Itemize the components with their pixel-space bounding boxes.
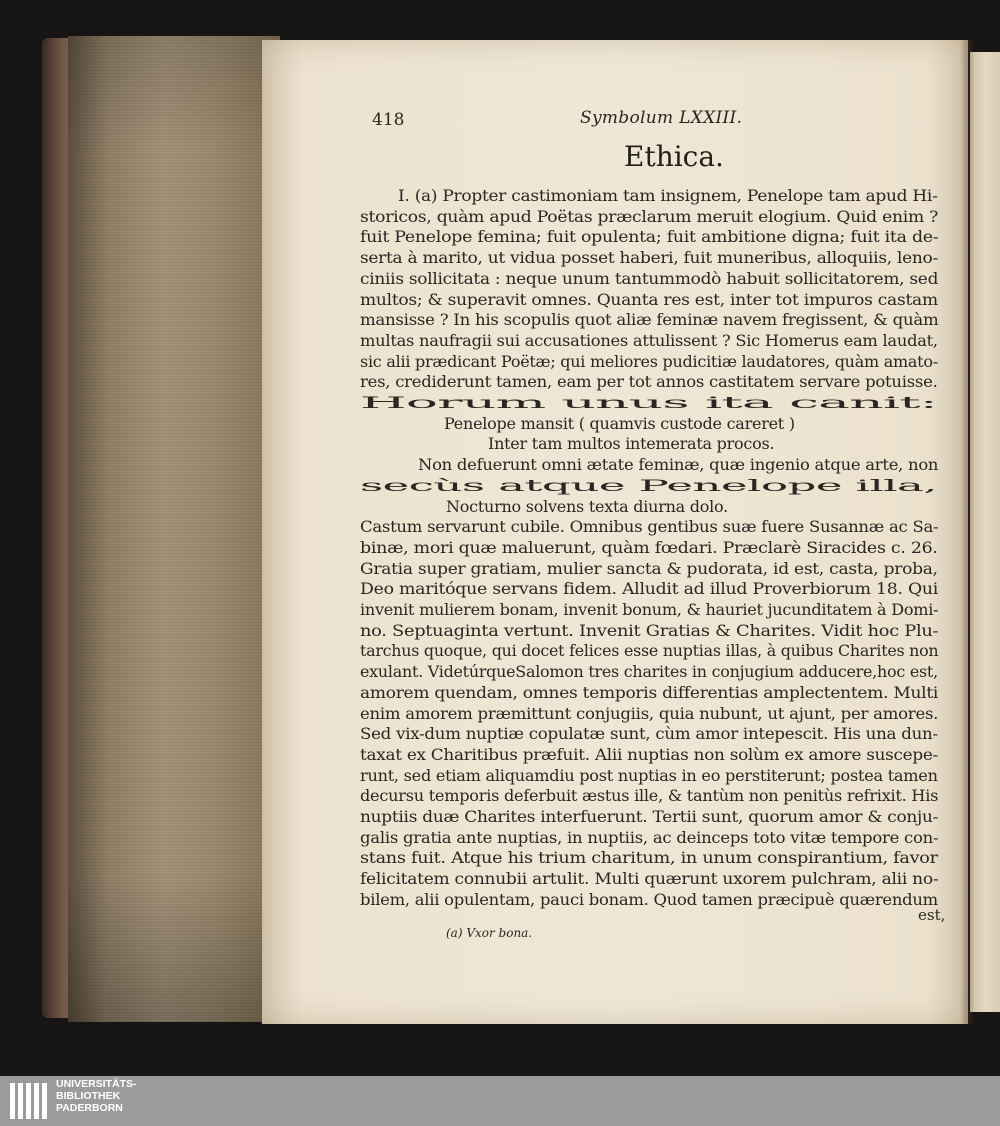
text-line: ciniis sollicitata : neque unum tantummodò habuit sollicitatorem, sed bbox=[360, 269, 939, 288]
text-line: Deo maritóque servans fidem. Alludit ad illud Proverbiorum 18. Qui bbox=[360, 579, 939, 598]
catchword: est, bbox=[918, 906, 946, 924]
text-line: bilem, alii opulentam, pauci bonam. Quod tamen præcipuè quærendum bbox=[360, 890, 938, 909]
text-line: invenit mulierem bonam, invenit bonum, & hauriet jucunditatem à Domi- bbox=[360, 600, 939, 619]
text-line: binæ, mori quæ maluerunt, quàm fœdari. Præclarè Siracides c. 26. bbox=[360, 538, 938, 557]
facing-page-edge bbox=[970, 52, 1000, 1012]
text-line: Horum unus ita canit: bbox=[360, 393, 937, 412]
text-line: Penelope mansit ( quamvis custode careret ) bbox=[444, 414, 795, 433]
text-line: fuit Penelope femina; fuit opulenta; fuit ambitione digna; fuit ita de- bbox=[360, 227, 939, 246]
footnote: (a) Vxor bona. bbox=[446, 926, 533, 940]
text-line: no. Septuaginta vertunt. Invenit Gratias & Charites. Vidit hoc Plu- bbox=[360, 621, 939, 640]
text-line: taxat ex Charitibus præfuit. Alii nuptias non solùm ex amore suscepe- bbox=[360, 745, 938, 764]
text-line: multos; & superavit omnes. Quanta res est, inter tot impuros castam bbox=[360, 290, 938, 309]
text-line: Gratia super gratiam, mulier sancta & pudorata, id est, casta, proba, bbox=[360, 559, 938, 578]
text-line: secùs atque Penelope illa, bbox=[360, 476, 937, 495]
text-line: Non defuerunt omni ætate feminæ, quæ ingenio atque arte, non bbox=[418, 455, 939, 474]
text-line: Inter tam multos intemerata procos. bbox=[488, 434, 775, 453]
library-name-line: PADERBORN bbox=[56, 1102, 123, 1114]
text-line: stans fuit. Atque his trium charitum, in unum conspirantium, favor bbox=[360, 848, 938, 867]
text-line: amorem quendam, omnes temporis differentias amplectentem. Multi bbox=[360, 683, 939, 702]
text-line: felicitatem connubii artulit. Multi quærunt uxorem pulchram, alii no- bbox=[360, 869, 939, 888]
text-line: nuptiis duæ Charites interfuerunt. Tertii sunt, quorum amor & conju- bbox=[360, 807, 939, 826]
text-line: Castum servarunt cubile. Omnibus gentibus suæ fuere Susannæ ac Sa- bbox=[360, 517, 939, 536]
text-line: storicos, quàm apud Poëtas præclarum meruit elogium. Quid enim ? bbox=[360, 207, 939, 226]
running-head: Symbolum LXXIII. bbox=[580, 108, 743, 128]
text-line: multas naufragii sui accusationes attulissent ? Sic Homerus eam laudat, bbox=[360, 331, 938, 350]
library-logo-icon bbox=[10, 1083, 52, 1119]
text-line: tarchus quoque, qui docet felices esse nuptias illas, à quibus Charites non bbox=[360, 641, 939, 660]
text-line: exulant. VidetúrqueSalomon tres charites in conjugium adducere,hoc est, bbox=[360, 662, 938, 681]
text-line: enim amorem præmittunt conjugiis, quia nubunt, ut ajunt, per amores. bbox=[360, 704, 939, 723]
library-name-line: BIBLIOTHEK bbox=[56, 1090, 121, 1102]
page-gutter bbox=[960, 40, 974, 1024]
text-line: decursu temporis deferbuit æstus ille, & tantùm non penitùs refrixit. His bbox=[360, 786, 939, 805]
text-line: galis gratia ante nuptias, in nuptiis, ac deinceps toto vitæ tempore con- bbox=[360, 828, 939, 847]
text-line: serta à marito, ut vidua posset haberi, fuit muneribus, alloquiis, leno- bbox=[360, 248, 938, 267]
library-footer bbox=[0, 1076, 1000, 1126]
section-title: Ethica. bbox=[624, 140, 724, 173]
library-name-line: UNIVERSITÄTS- bbox=[56, 1078, 137, 1090]
text-line: runt, sed etiam aliquamdiu post nuptias in eo perstiterunt; postea tamen bbox=[360, 766, 938, 785]
text-line: res, crediderunt tamen, eam per tot annos castitatem servare potuisse. bbox=[360, 372, 938, 391]
page-block-shade bbox=[68, 36, 280, 1022]
text-line: Nocturno solvens texta diurna dolo. bbox=[446, 497, 728, 516]
text-line: mansisse ? In his scopulis quot aliæ feminæ navem fregissent, & quàm bbox=[360, 310, 939, 329]
page-number: 418 bbox=[372, 110, 405, 130]
text-line: sic alii prædicant Poëtæ; qui meliores pudicitiæ laudatores, quàm amato- bbox=[360, 352, 938, 371]
text-line: Sed vix-dum nuptiæ copulatæ sunt, cùm amor intepescit. His una dun- bbox=[360, 724, 938, 743]
library-name bbox=[56, 1078, 137, 1114]
text-line: I. (a) Propter castimoniam tam insignem, Penelope tam apud Hi- bbox=[398, 186, 938, 205]
